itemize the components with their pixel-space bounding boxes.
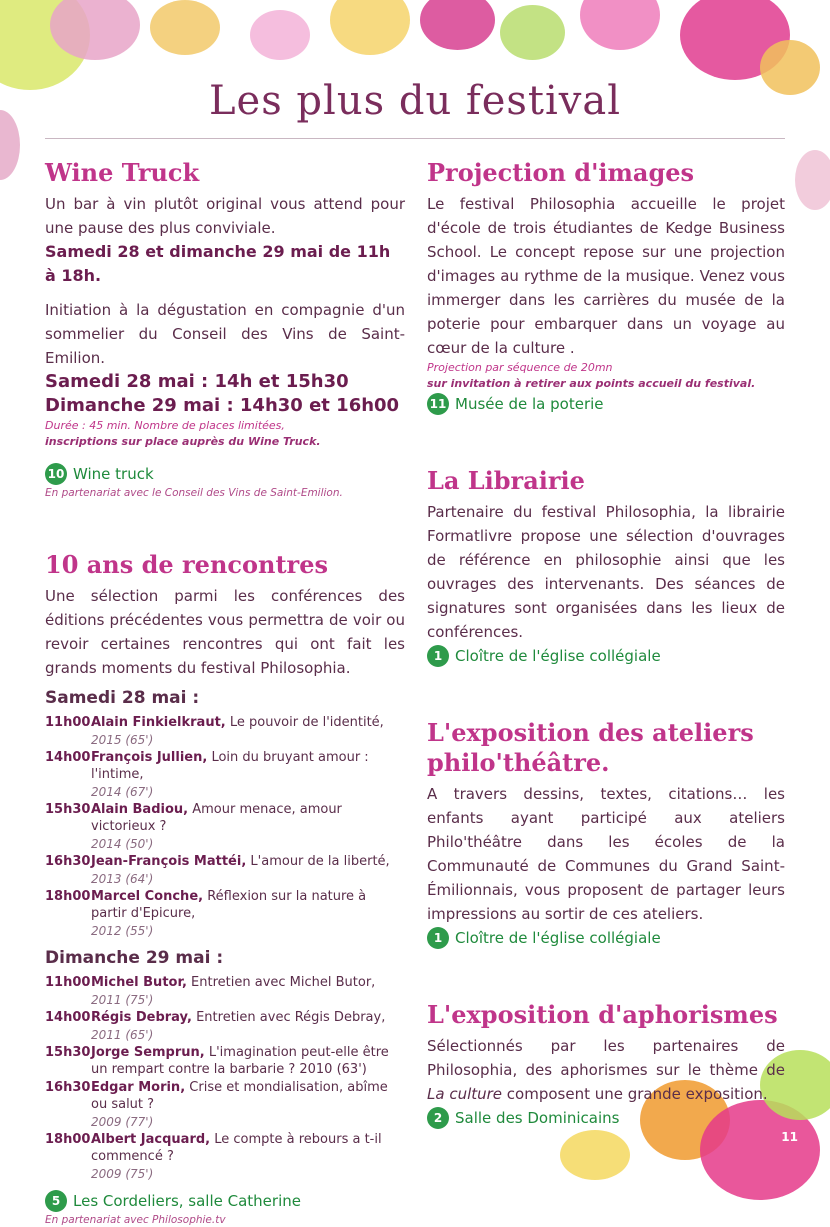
librairie-section	[427, 466, 785, 668]
talk-time: 16h30	[45, 1080, 91, 1095]
schedule-line: Samedi 28 et dimanche 29 mai de 11h à 18h.	[45, 242, 391, 285]
page-title: Les plus du festival	[208, 78, 622, 124]
talk-title: L'imagination peut-elle être un rempart contre la barbarie ? 2010 (63')	[91, 1045, 389, 1077]
talk-speaker: Jean-François Mattéi,	[91, 854, 247, 869]
talk-list	[45, 974, 405, 1183]
info-note: sur invitation à retirer aux points accueil du festival.	[427, 377, 756, 390]
talk-row	[45, 1009, 405, 1044]
venue-link[interactable]	[45, 462, 405, 486]
venue-number-badge: 5	[45, 1190, 67, 1212]
venue-number-badge: 10	[45, 463, 67, 485]
talk-list	[45, 714, 405, 940]
talk-year: 2014 (50')	[91, 837, 154, 851]
talk-time: 11h00	[45, 715, 91, 730]
venue-label: Cloître de l'église collégiale	[455, 929, 661, 947]
body-text: composent une grande exposition.	[502, 1085, 768, 1103]
talk-year: 2015 (65')	[91, 733, 154, 747]
venue-label: Cloître de l'église collégiale	[455, 647, 661, 665]
talk-speaker: Jorge Semprun,	[91, 1045, 205, 1060]
talk-year: 2011 (65')	[91, 1028, 154, 1042]
talk-time: 18h00	[45, 889, 91, 904]
right-column	[427, 158, 785, 1130]
section-title: Wine Truck	[45, 158, 200, 187]
section-body: Une sélection parmi les conférences des éditions précédentes vous permettra de voir ou revoir certaines rencontres qui ont fait les grands moments du festival Philosophia.	[45, 587, 405, 677]
talk-speaker: Régis Debray,	[91, 1010, 192, 1025]
partner-note: En partenariat avec le Conseil des Vins de Saint-Emilion.	[45, 487, 343, 499]
day-heading: Samedi 28 mai :	[45, 688, 200, 708]
talk-row	[45, 801, 405, 853]
talk-time: 15h30	[45, 802, 91, 817]
talk-title: Réflexion sur la nature à partir d'Epicure,	[91, 889, 367, 921]
theme-emphasis: La culture	[427, 1085, 503, 1103]
venue-label: Musée de la poterie	[455, 395, 604, 413]
talk-row	[45, 974, 405, 1009]
talk-speaker: Albert Jacquard,	[91, 1132, 211, 1147]
schedule-line: Samedi 28 mai : 14h et 15h30	[45, 371, 349, 392]
info-note: Projection par séquence de 20mn	[427, 361, 613, 374]
ateliers-section	[427, 718, 785, 950]
talk-title: Loin du bruyant amour : l'intime,	[91, 750, 369, 782]
section-title: 10 ans de rencontres	[45, 550, 328, 579]
talk-year: 2014 (67')	[91, 785, 154, 799]
info-note: inscriptions sur place auprès du Wine Truck.	[45, 435, 321, 448]
talk-time: 14h00	[45, 1010, 91, 1025]
talk-title: Crise et mondialisation, abîme ou salut ?	[91, 1080, 388, 1112]
venue-number-badge: 11	[427, 393, 449, 415]
venue-link[interactable]	[45, 1189, 405, 1213]
talk-row	[45, 1079, 405, 1131]
talk-time: 15h30	[45, 1045, 91, 1060]
venue-label: Wine truck	[73, 465, 154, 483]
talk-year: 2012 (55')	[91, 924, 154, 938]
talk-time: 14h00	[45, 750, 91, 765]
venue-number-badge: 1	[427, 645, 449, 667]
left-column	[45, 158, 405, 1227]
talk-title: Entretien avec Régis Debray,	[196, 1010, 386, 1025]
talk-year: 2009 (77')	[91, 1115, 154, 1129]
talk-row	[45, 888, 405, 940]
talk-year: 2013 (64')	[91, 872, 154, 886]
section-title: La Librairie	[427, 466, 585, 495]
talk-title: Entretien avec Michel Butor,	[191, 975, 376, 990]
talk-speaker: François Jullien,	[91, 750, 208, 765]
section-body: A travers dessins, textes, citations… les enfants ayant participé aux ateliers Philo'théâtre dans les écoles de la Communauté de Communes du Grand Saint-Émilionnais, vous proposent de partager leurs impressions au sortir de ces ateliers.	[427, 785, 785, 923]
dix-ans-section	[45, 550, 405, 1227]
aphorismes-section	[427, 1000, 785, 1130]
venue-link[interactable]	[427, 392, 785, 416]
talk-time: 16h30	[45, 854, 91, 869]
venue-number-badge: 2	[427, 1107, 449, 1129]
talk-year: 2009 (75')	[91, 1167, 154, 1181]
venue-label: Les Cordeliers, salle Catherine	[73, 1192, 301, 1210]
title-divider	[45, 138, 785, 139]
talk-time: 18h00	[45, 1132, 91, 1147]
projection-section	[427, 158, 785, 416]
section-body: Le festival Philosophia accueille le projet d'école de trois étudiantes de Kedge Business School. Le concept repose sur une projection d'images au rythme de la musique. Venez vous immerger dans les carrières du musée de la poterie pour embarquer dans un voyage au cœur de la culture .	[427, 195, 785, 357]
venue-link[interactable]	[427, 1106, 785, 1130]
page-number: 11	[781, 1130, 798, 1144]
section-title: L'exposition des ateliers philo'théâtre.	[427, 718, 754, 777]
section-body: Partenaire du festival Philosophia, la librairie Formatlivre propose une sélection d'ouvrages de référence en philosophie ainsi que les ouvrages des intervenants. Des séances de signatures sont organisées dans les lieux de conférences.	[427, 503, 785, 641]
talk-speaker: Alain Finkielkraut,	[91, 715, 226, 730]
talk-row	[45, 1044, 405, 1078]
talk-title: Le compte à rebours a t-il commencé ?	[91, 1132, 382, 1164]
talk-row	[45, 853, 405, 888]
talk-row	[45, 1131, 405, 1183]
talk-title: Amour menace, amour victorieux ?	[91, 802, 342, 834]
day-heading: Dimanche 29 mai :	[45, 948, 224, 968]
talk-speaker: Alain Badiou,	[91, 802, 189, 817]
venue-link[interactable]	[427, 644, 785, 668]
venue-label: Salle des Dominicains	[455, 1109, 620, 1127]
talk-title: L'amour de la liberté,	[250, 854, 390, 869]
section-body	[427, 1034, 785, 1106]
info-note: Durée : 45 min. Nombre de places limitées,	[45, 419, 285, 432]
body-text: Sélectionnés par les partenaires de Philosophia, des aphorismes sur le thème de	[427, 1037, 785, 1079]
section-title: Projection d'images	[427, 158, 695, 187]
schedule-line: Dimanche 29 mai : 14h30 et 16h00	[45, 395, 400, 416]
talk-row	[45, 714, 405, 749]
talk-speaker: Marcel Conche,	[91, 889, 204, 904]
talk-time: 11h00	[45, 975, 91, 990]
talk-title: Le pouvoir de l'identité,	[229, 715, 384, 730]
section-body: Un bar à vin plutôt original vous attend pour une pause des plus conviviale.	[45, 195, 405, 237]
talk-row	[45, 749, 405, 801]
section-body: Initiation à la dégustation en compagnie d'un sommelier du Conseil des Vins de Saint-Emilion.	[45, 301, 405, 367]
partner-note: En partenariat avec Philosophie.tv	[45, 1214, 226, 1226]
venue-number-badge: 1	[427, 927, 449, 949]
talk-speaker: Michel Butor,	[91, 975, 187, 990]
talk-year: 2011 (75')	[91, 993, 154, 1007]
wine-truck-section	[45, 158, 405, 500]
venue-link[interactable]	[427, 926, 785, 950]
talk-speaker: Edgar Morin,	[91, 1080, 186, 1095]
section-title: L'exposition d'aphorismes	[427, 1000, 778, 1029]
